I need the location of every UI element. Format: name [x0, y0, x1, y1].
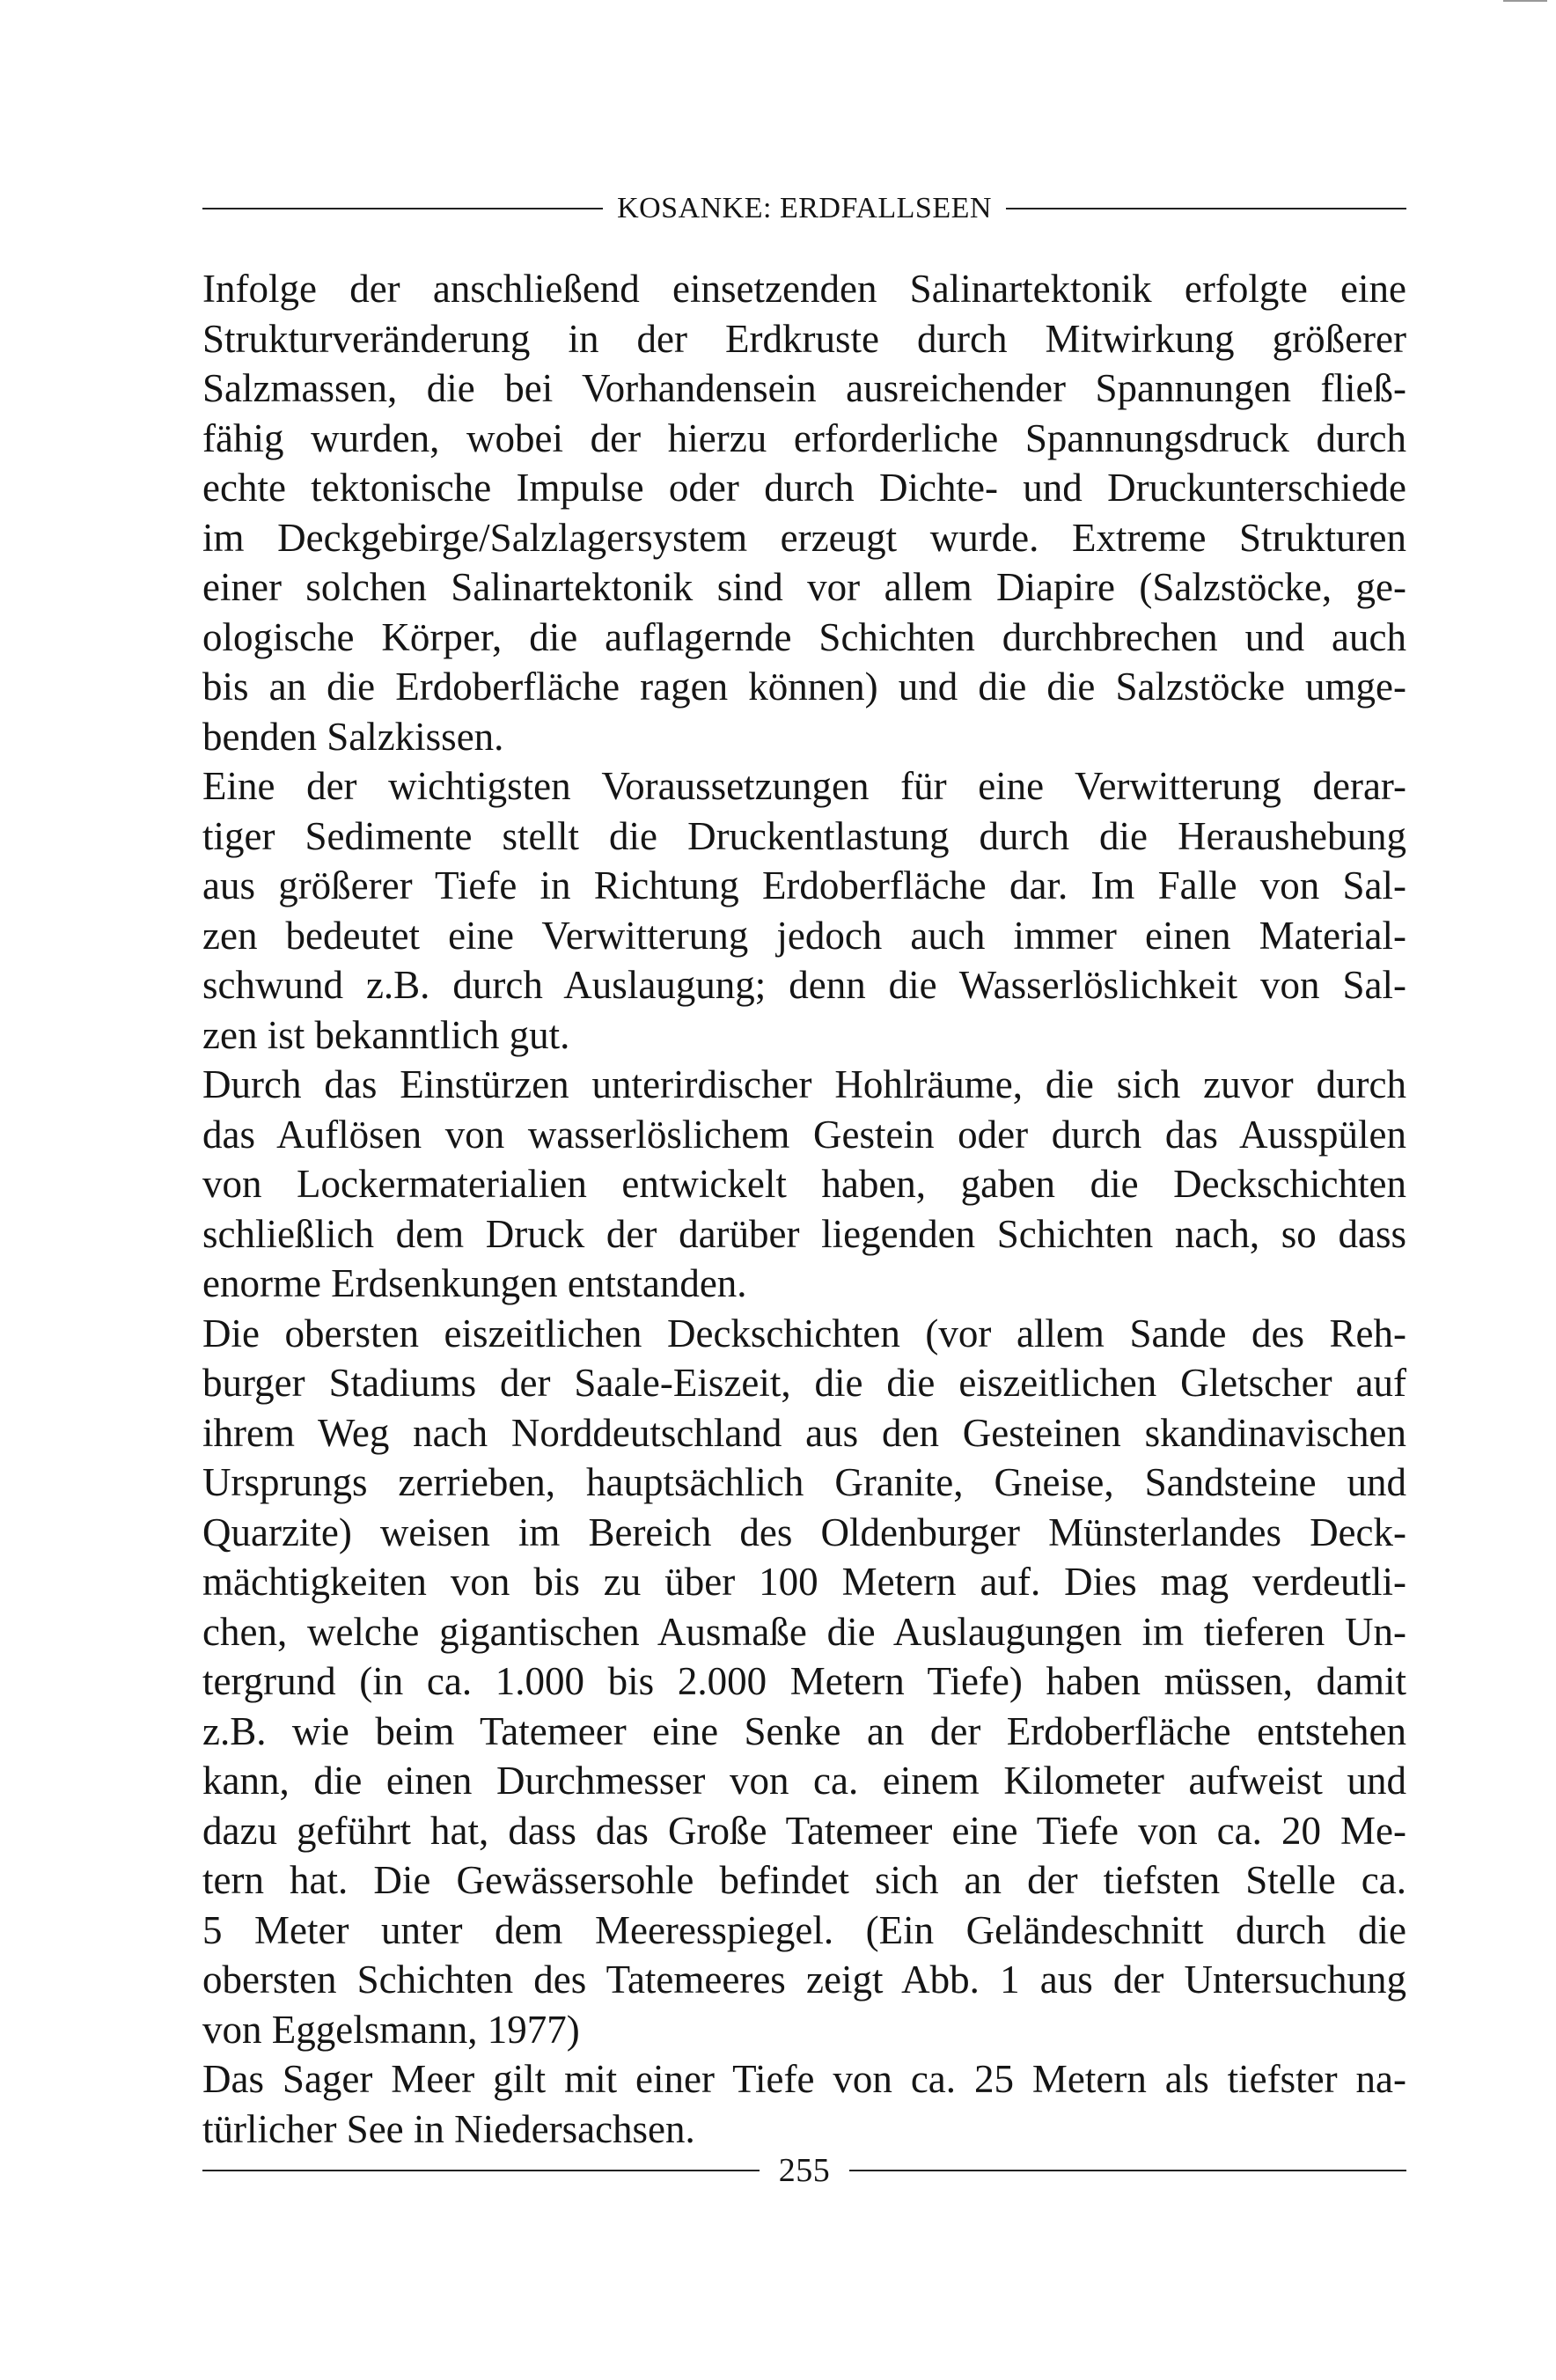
scan-edge-mark [1503, 0, 1547, 2]
text-line: z.B. wie beim Tatemeer eine Senke an der Erdoberfläche entstehen [202, 1708, 1406, 1753]
text-line: zen ist bekanntlich gut. [202, 1012, 570, 1057]
header-rule-right [1006, 208, 1406, 209]
text-line: enorme Erdsenkungen entstanden. [202, 1261, 747, 1305]
text-line: Ursprungs zerrieben, hauptsächlich Granite, Gneise, Sandsteine und [202, 1460, 1406, 1504]
text-line: Infolge der anschließend einsetzenden Salinartektonik erfolgte eine [202, 267, 1406, 311]
text-line: fähig wurden, wobei der hierzu erforderliche Spannungsdruck durch [202, 415, 1406, 460]
text-line: Die obersten eiszeitlichen Deckschichten (vor allem Sande des Reh- [202, 1311, 1406, 1355]
text-line: Eine der wichtigsten Voraussetzungen für eine Verwitterung derar- [202, 764, 1406, 808]
text-line: 5 Meter unter dem Meeresspiegel. (Ein Geländeschnitt durch die [202, 1907, 1406, 1952]
text-line: ihrem Weg nach Norddeutschland aus den Gesteinen skandinavischen [202, 1410, 1406, 1455]
text-line: tiger Sedimente stellt die Druckentlastung durch die Heraushebung [202, 813, 1406, 858]
text-line: zen bedeutet eine Verwitterung jedoch auch immer einen Material- [202, 913, 1406, 958]
text-line: schwund z.B. durch Auslaugung; denn die Wasserlöslichkeit von Sal- [202, 963, 1406, 1007]
text-line: tern hat. Die Gewässersohle befindet sich an der tiefsten Stelle ca. [202, 1858, 1406, 1902]
footer-rule-left [202, 2170, 760, 2171]
body-text [202, 264, 1406, 2154]
text-line: chen, welche gigantischen Ausmaße die Auslaugungen im tieferen Un- [202, 1609, 1406, 1654]
text-line: Das Sager Meer gilt mit einer Tiefe von ca. 25 Metern als tiefster na- [202, 2057, 1406, 2101]
text-line: benden Salzkissen. [202, 714, 504, 759]
text-line: dazu geführt hat, dass das Große Tatemeer eine Tiefe von ca. 20 Me- [202, 1808, 1406, 1853]
page-footer [202, 2148, 1406, 2193]
text-line: tergrund (in ca. 1.000 bis 2.000 Metern Tiefe) haben müssen, damit [202, 1659, 1406, 1703]
text-line: obersten Schichten des Tatemeeres zeigt Abb. 1 aus der Untersuchung [202, 1958, 1406, 2002]
text-line: Strukturveränderung in der Erdkruste durch Mitwirkung größerer [202, 316, 1406, 361]
text-line: von Eggelsmann, 1977) [202, 2007, 580, 2052]
text-line: im Deckgebirge/Salzlagersystem erzeugt wurde. Extreme Strukturen [202, 515, 1406, 560]
text-line: echte tektonische Impulse oder durch Dichte- und Druckunterschiede [202, 466, 1406, 510]
header-rule-left [202, 208, 603, 209]
text-line: türlicher See in Niedersachsen. [202, 2106, 695, 2151]
text-line: ologische Körper, die auflagernde Schichten durchbrechen und auch [202, 614, 1406, 659]
text-line: schließlich dem Druck der darüber liegenden Schichten nach, so dass [202, 1211, 1406, 1256]
running-title: KOSANKE: ERDFALLSEEN [617, 192, 992, 224]
text-line: bis an die Erdoberfläche ragen können) und die die Salzstöcke umge- [202, 665, 1406, 709]
text-line: das Auflösen von wasserlöslichem Gestein oder durch das Ausspülen [202, 1112, 1406, 1157]
text-line: Quarzite) weisen im Bereich des Oldenburger Münsterlandes Deck- [202, 1510, 1406, 1554]
text-line: kann, die einen Durchmesser von ca. einem Kilometer aufweist und [202, 1759, 1406, 1803]
footer-rule-right [849, 2170, 1406, 2171]
text-line: mächtigkeiten von bis zu über 100 Metern auf. Dies mag verdeutli- [202, 1560, 1406, 1604]
text-line: aus größerer Tiefe in Richtung Erdoberfläche dar. Im Falle von Sal- [202, 863, 1406, 907]
text-line: burger Stadiums der Saale-Eiszeit, die die eiszeitlichen Gletscher auf [202, 1361, 1406, 1405]
text-line: einer solchen Salinartektonik sind vor allem Diapire (Salzstöcke, ge- [202, 565, 1406, 609]
page-number: 255 [778, 2152, 831, 2189]
text-line: von Lockermaterialien entwickelt haben, gaben die Deckschichten [202, 1162, 1406, 1206]
text-line: Salzmassen, die bei Vorhandensein ausreichender Spannungen fließ- [202, 366, 1406, 410]
text-line: Durch das Einstürzen unterirdischer Hohlräume, die sich zuvor durch [202, 1062, 1406, 1106]
running-header [202, 187, 1406, 231]
